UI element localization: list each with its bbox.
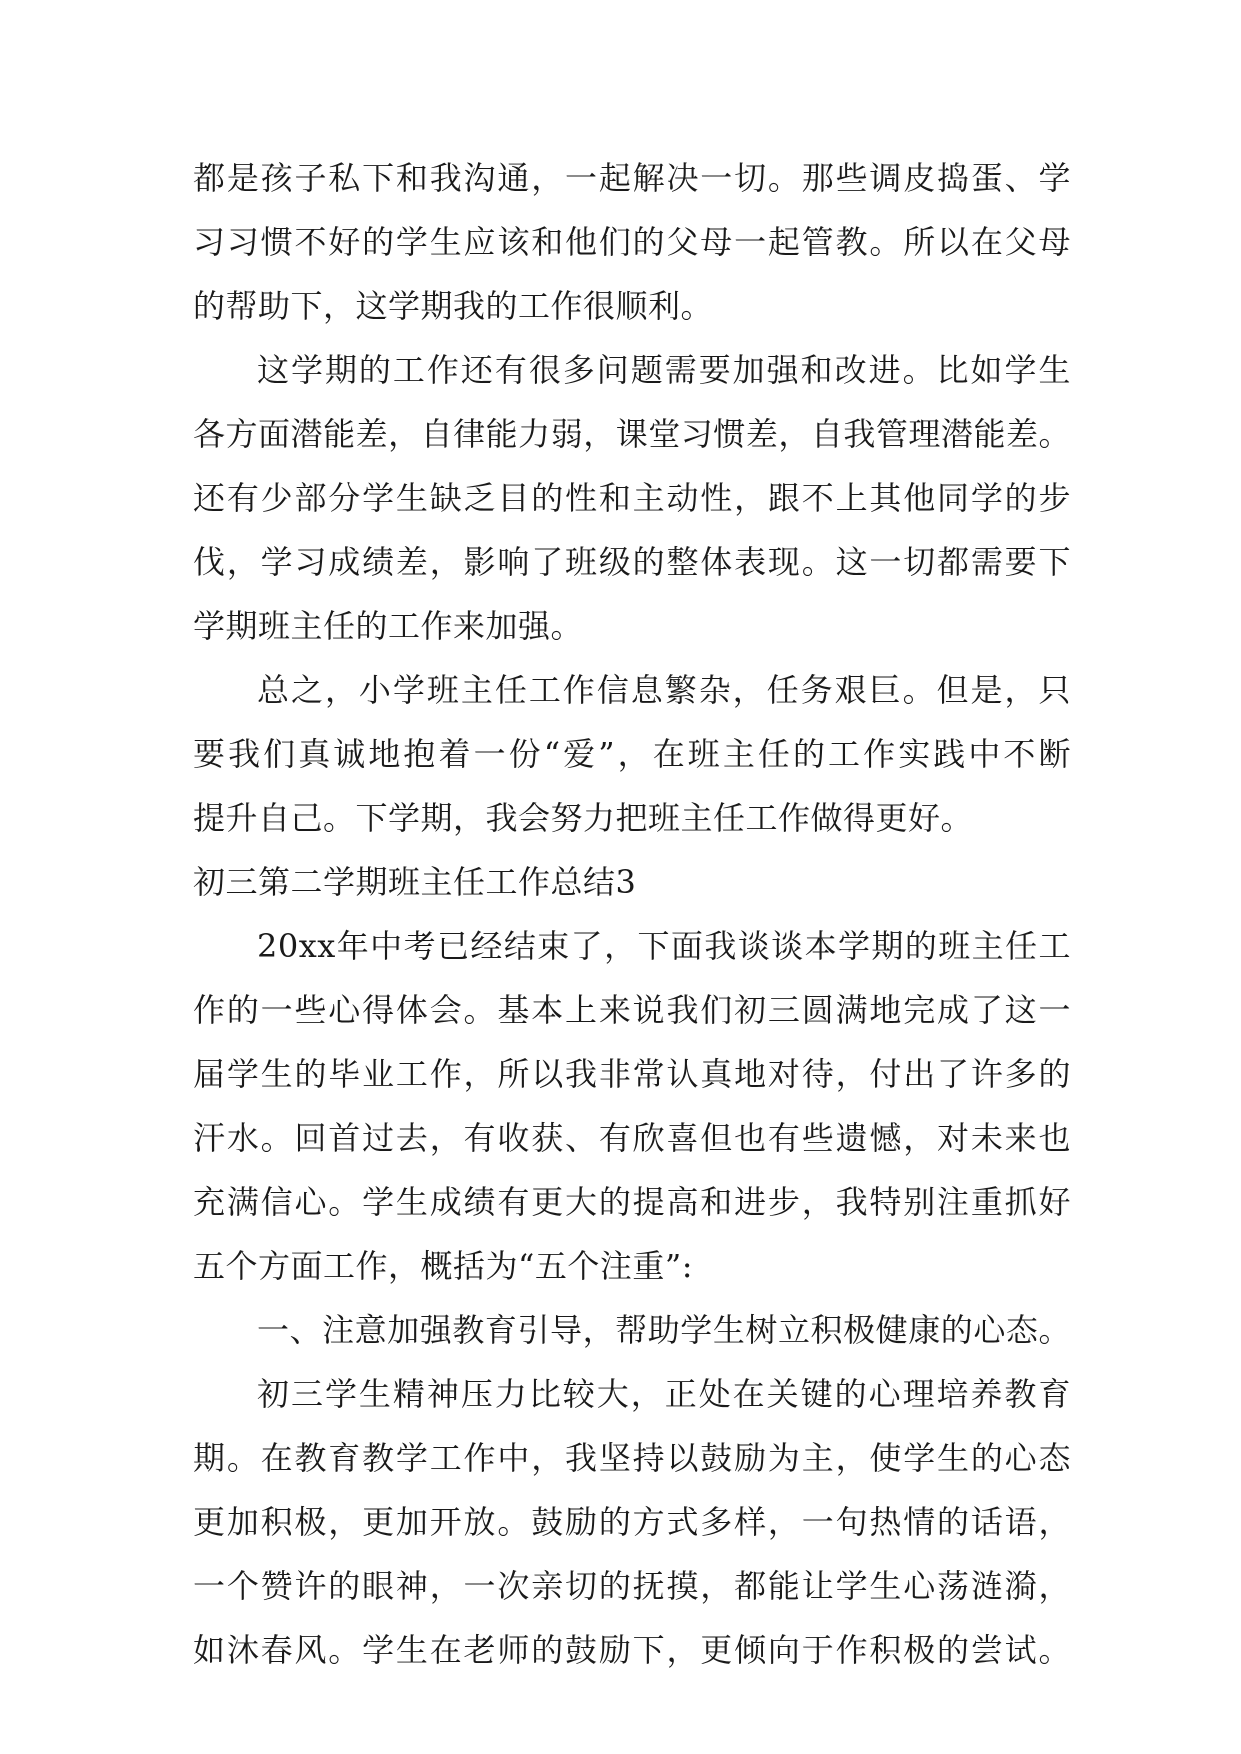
text-line: 提升自己。下学期，我会努力把班主任工作做得更好。 [193, 799, 974, 837]
text-line: 如沐春风。学生在老师的鼓励下，更倾向于作积极的尝试。 [193, 1631, 1071, 1669]
text-line: 期。在教育教学工作中，我坚持以鼓励为主，使学生的心态 [193, 1439, 1071, 1477]
text-line: 一、注意加强教育引导，帮助学生树立积极健康的心态。 [257, 1311, 1071, 1349]
text-line: 汗水。回首过去，有收获、有欣喜但也有些遗憾，对未来也 [193, 1119, 1071, 1157]
text-line: 要我们真诚地抱着一份“爱”，在班主任的工作实践中不断 [193, 735, 1071, 773]
text-line: 这学期的工作还有很多问题需要加强和改进。比如学生 [257, 351, 1071, 389]
text-line: 一个赞许的眼神，一次亲切的抚摸，都能让学生心荡涟漪， [193, 1567, 1071, 1605]
section-heading: 初三第二学期班主任工作总结3 [193, 863, 637, 901]
text-line: 伐，学习成绩差，影响了班级的整体表现。这一切都需要下 [193, 543, 1071, 581]
text-line: 学期班主任的工作来加强。 [193, 607, 584, 645]
text-line: 总之，小学班主任工作信息繁杂，任务艰巨。但是，只 [257, 671, 1071, 709]
text-line: 五个方面工作，概括为“五个注重”: [193, 1247, 694, 1285]
text-line: 还有少部分学生缺乏目的性和主动性，跟不上其他同学的步 [193, 479, 1071, 517]
text-line: 届学生的毕业工作，所以我非常认真地对待，付出了许多的 [193, 1055, 1071, 1093]
text-line: 的帮助下，这学期我的工作很顺利。 [193, 287, 714, 325]
text-line: 20xx年中考已经结束了，下面我谈谈本学期的班主任工 [257, 927, 1071, 965]
text-line: 作的一些心得体会。基本上来说我们初三圆满地完成了这一 [193, 991, 1071, 1029]
text-line: 习习惯不好的学生应该和他们的父母一起管教。所以在父母 [193, 223, 1071, 261]
text-line: 充满信心。学生成绩有更大的提高和进步，我特别注重抓好 [193, 1183, 1071, 1221]
text-line: 更加积极，更加开放。鼓励的方式多样，一句热情的话语， [193, 1503, 1071, 1541]
text-line: 初三学生精神压力比较大，正处在关键的心理培养教育 [257, 1375, 1071, 1413]
text-line: 各方面潜能差，自律能力弱，课堂习惯差，自我管理潜能差。 [193, 415, 1071, 453]
text-line: 都是孩子私下和我沟通，一起解决一切。那些调皮捣蛋、学 [193, 159, 1071, 197]
